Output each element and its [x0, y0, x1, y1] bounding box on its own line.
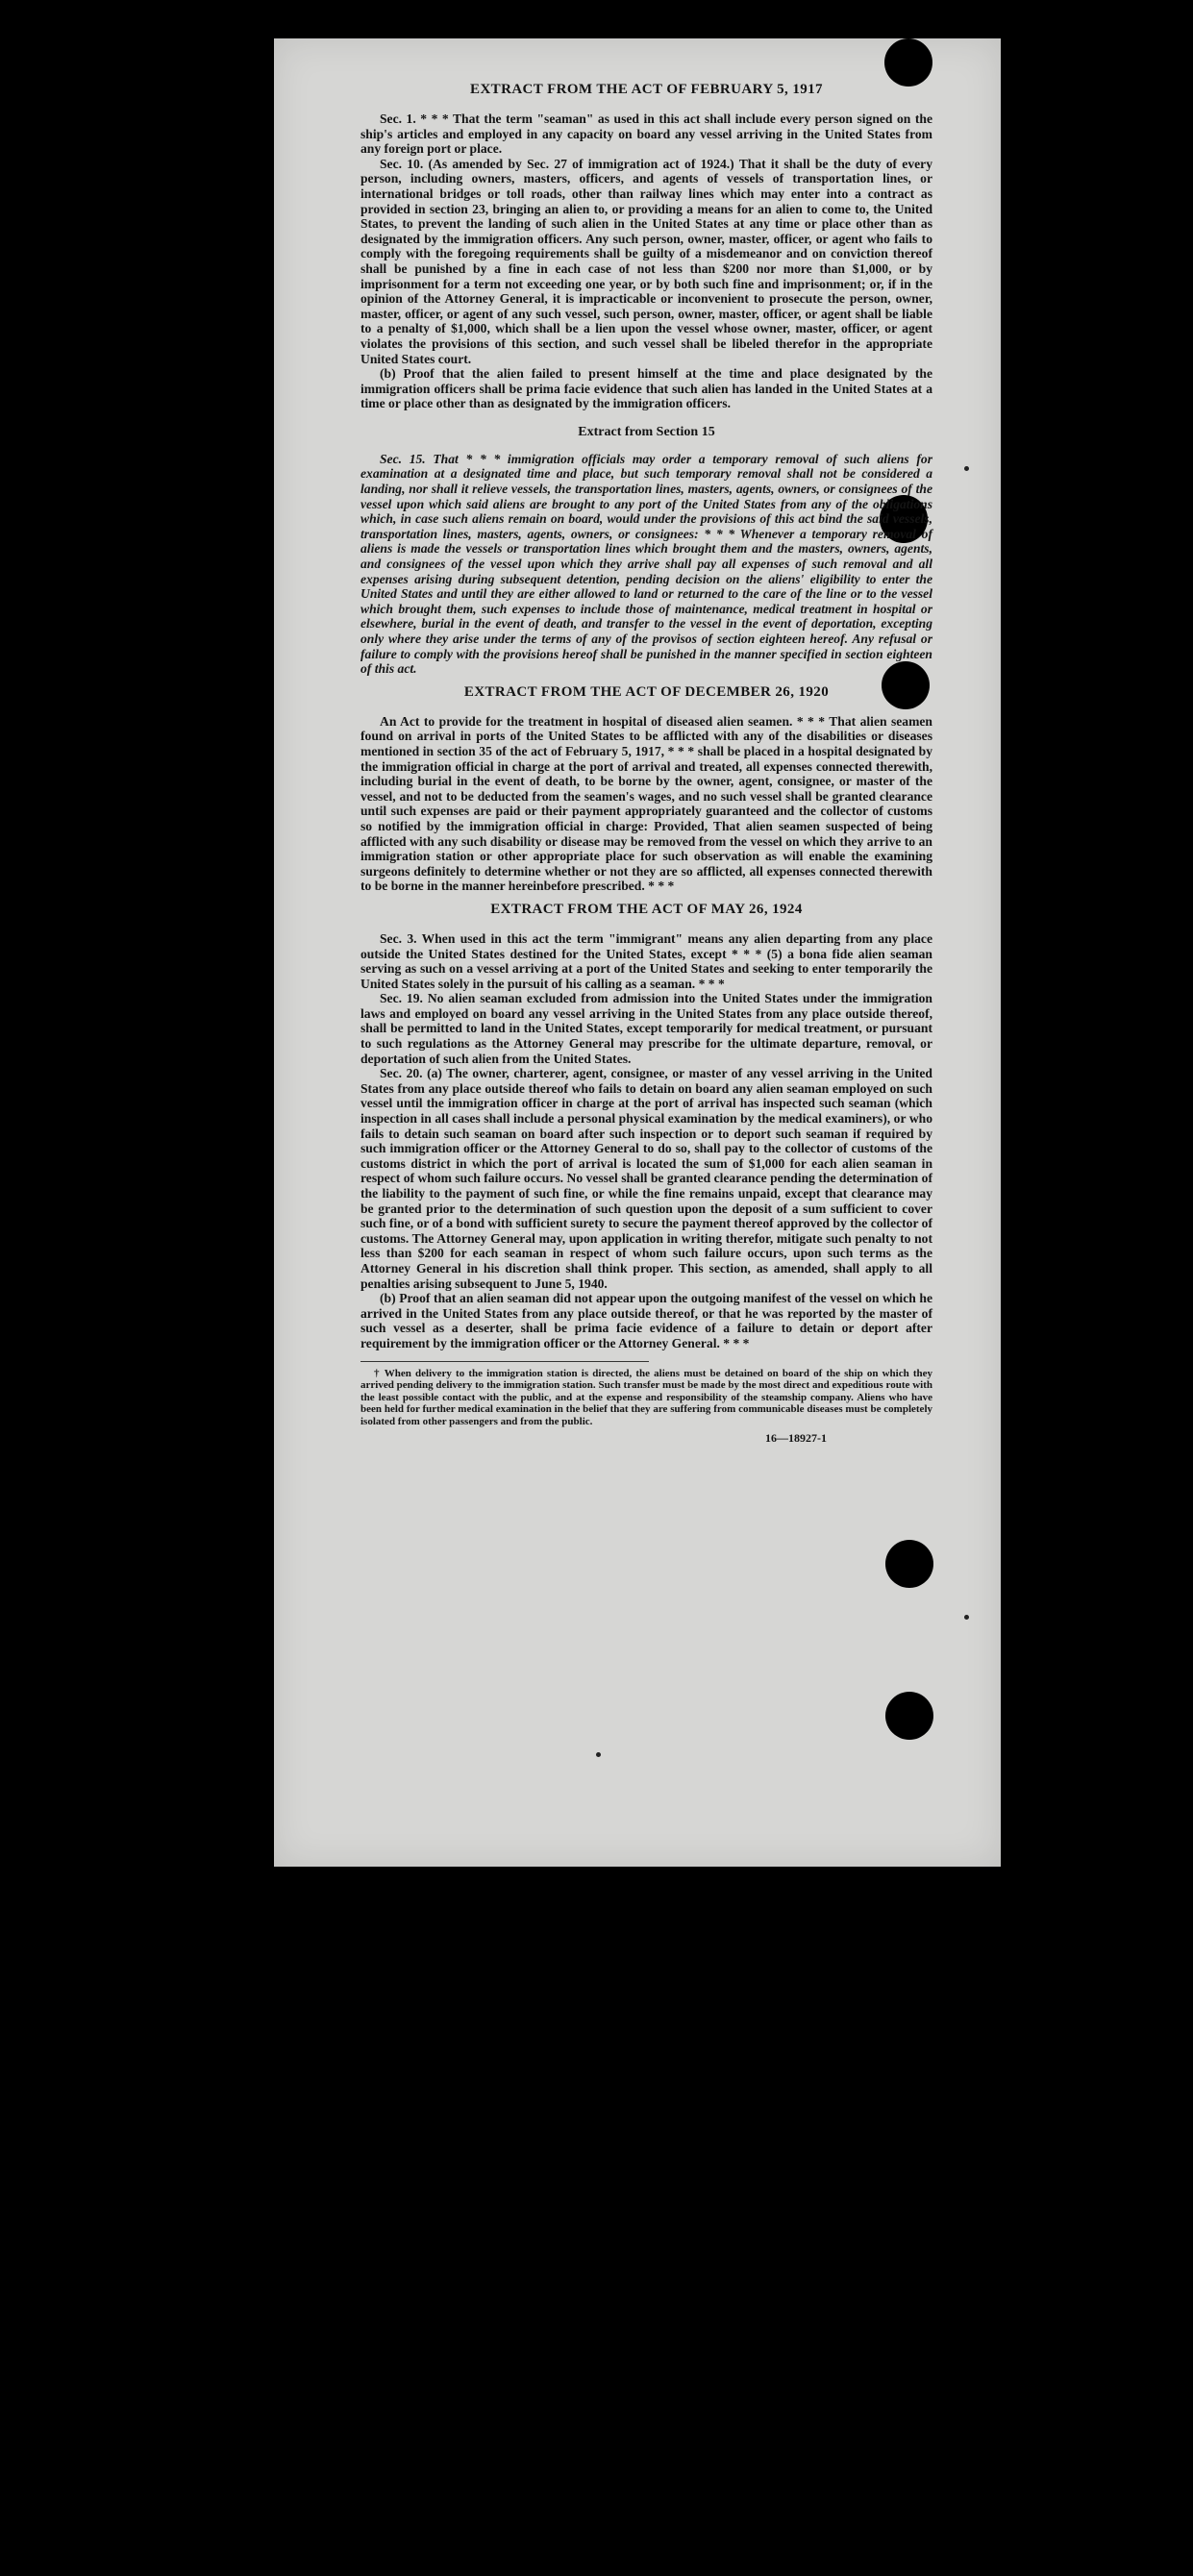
speck-mark [964, 466, 969, 471]
speck-mark [964, 1615, 969, 1620]
document-body [360, 82, 932, 1446]
form-number: 16—18927-1 [765, 1431, 827, 1446]
paragraph-1924-sec3: Sec. 3. When used in this act the term "immigrant" means any alien departing from any place outside the United States destined for the United States, except * * * (5) a bona fide alien seaman serving as such on a vessel arriving at a port of the United States and seeking to enter temporarily the United States solely in the pursuit of his calling as a seaman. * * * [360, 930, 932, 991]
paragraph-1920: An Act to provide for the treatment in hospital of diseased alien seamen. * * * That alien seamen found on arrival in ports of the United States to be afflicted with any of the disabilities or diseases mentioned in section 35 of the act of February 5, 1917, * * * shall be placed in a hospital designated by the immigration official in charge at the port of arrival and treated, all expenses connected therewith, including burial in the event of death, to be borne by the owner, agent, consignee, or master of the vessel, and not to be deducted from the seamen's wages, and no such vessel shall be granted clearance until such expenses are paid or their payment appropriately guaranteed and the collector of customs so notified by the immigration official in charge: Provided, That alien seamen suspected of being afflicted with any such disability or disease may be removed from the vessel on which they arrive to an immigration station or other appropriate place for such observation as will enable the examining surgeons definitely to determine whether or not they are so afflicted, all expenses connected therewith to be borne in the manner hereinbefore prescribed. * * * [360, 713, 932, 894]
footnote-divider [360, 1361, 649, 1362]
paragraph-1924-sec20a: Sec. 20. (a) The owner, charterer, agent, consignee, or master of any vessel arriving in the United States from any place outside thereof who fails to detain on board any alien seaman employed on such vessel until the immigration officer in charge at the port of arrival has inspected such seaman (which inspection in all cases shall include a personal physical examination by the medical examiners), or who fails to detain such seaman on board after such inspection or to deport such seaman if required by such immigration officer or the Attorney General to do so, shall pay to the collector of customs of the customs district in which the port of arrival is located the sum of $1,000 for each alien seaman in respect of whom such failure occurs. No vessel shall be granted clearance pending the determination of the liability to the payment of such fine, or while the fine remains unpaid, except that clearance may be granted prior to the determination of such question upon the deposit of a sum sufficient to cover such fine, or of a bond with sufficient surety to secure the payment thereof approved by the collector of customs. The Attorney General may, upon application in writing therefor, mitigate such penalty to not less than $200 for each seaman in respect of whom such failure occurs, upon such terms as the Attorney General in his discretion shall think proper. This section, as amended, shall apply to all penalties arising subsequent to June 5, 1940. [360, 1066, 932, 1291]
heading-act-1920: EXTRACT FROM THE ACT OF DECEMBER 26, 1920 [463, 683, 830, 700]
punch-hole [885, 1540, 933, 1588]
paragraph-1924-sec20b: (b) Proof that an alien seaman did not appear upon the outgoing manifest of the vessel on which he arrived in the United States from any place outside thereof, or that he was reported by the master of such vessel as a deserter, shall be prima facie evidence of a failure to detain or deport after requirement by the immigration officer or the Attorney General. * * * [360, 1291, 932, 1350]
paragraph-1917-sec10: Sec. 10. (As amended by Sec. 27 of immigration act of 1924.) That it shall be the duty of every person, including owners, masters, officers, and agents of vessels of transportation lines, or international bridges or toll roads, other than railway lines which may enter into a contract as provided in section 23, bringing an alien to, or providing a means for an alien to come to, the United States, to prevent the landing of such alien in the United States at any time or place other than as designated by the immigration officers. Any such person, owner, master, officer, or agent who fails to comply with the foregoing requirements shall be guilty of a misdemeanor and on conviction thereof shall be punished by a fine in each case of not less than $200 nor more than $1,000, or by imprisonment for a term not exceeding one year, or by both such fine and imprisonment; or, if in the opinion of the Attorney General, it is impracticable or inconvenient to prosecute the person, owner, master, officer, or agent of any such vessel, such person, owner, master, officer, or agent shall be liable to a penalty of $1,000, which shall be a lien upon the vessel whose owner, master, officer, or agent violates the provisions of this section, and such vessel shall be libeled therefor in the appropriate United States court. [360, 156, 932, 366]
paragraph-1917-sec10b: (b) Proof that the alien failed to present himself at the time and place designated by the immigration officers shall be prima facie evidence that such alien has landed in the United States at a time or place other than as designated by the immigration officers. [360, 366, 932, 411]
section-1924 [360, 931, 932, 1351]
section-1920 [360, 714, 932, 894]
heading-act-1924: EXTRACT FROM THE ACT OF MAY 26, 1924 [490, 901, 803, 917]
subheading-section-15: Extract from Section 15 [578, 424, 715, 439]
document-page [274, 38, 1001, 1867]
section-15 [360, 452, 932, 677]
punch-hole [884, 38, 932, 87]
section-1917 [360, 111, 932, 411]
heading-act-1917: EXTRACT FROM THE ACT OF FEBRUARY 5, 1917 [470, 82, 823, 97]
paragraph-sec15: Sec. 15. That * * * immigration officials may order a temporary removal of such aliens for examination at a designated time and place, but such temporary removal shall not be considered a landing, nor shall it relieve vessels, the transportation lines, masters, agents, owners, or consignees of the vessel upon which said aliens are brought to any port of the United States from any of the obligations which, in case such aliens remain on board, would under the provisions of this act bind the said vessels, transportation lines, masters, agents, owners, or consignees: * * * Whenever a temporary removal of aliens is made the vessels or transportation lines which brought them and the masters, owners, agents, and consignees of the vessel upon which they arrive shall pay all expenses of such removal and all expenses arising during subsequent detention, pending decision on the aliens' eligibility to enter the United States and until they are either allowed to land or returned to the care of the line or to the vessel which brought them, such expenses to include those of maintenance, medical treatment in hospital or elsewhere, burial in the event of death, and transfer to the vessel in the event of deportation, excepting only where they arise under the terms of any of the provisos of section eighteen hereof. Any refusal or failure to comply with the provisions hereof shall be punished in the manner specified in section eighteen of this act. [360, 451, 932, 677]
paragraph-1917-sec1: Sec. 1. * * * That the term "seaman" as used in this act shall include every person signed on the ship's articles and employed in any capacity on board any vessel arriving in the United States from any foreign port or place. [360, 111, 932, 157]
footnote: † When delivery to the immigration station is directed, the aliens must be detained on board of the ship on which they arrived pending delivery to the immigration station. Such transfer must be made by the most direct and expeditious route with the least possible contact with the public, and at the expense and responsibility of the steamship company. Aliens who have been held for further medical examination in the belief that they are suffering from communicable diseases must be completely isolated from other passengers and from the public. [360, 1367, 932, 1427]
punch-hole [885, 1692, 933, 1740]
speck-mark [596, 1752, 601, 1757]
paragraph-1924-sec19: Sec. 19. No alien seaman excluded from admission into the United States under the immigration laws and employed on board any vessel arriving in the United States from any place outside thereof, shall be permitted to land in the United States, except temporarily for medical treatment, or pursuant to such regulations as the Attorney General may prescribe for the ultimate departure, removal, or deportation of such alien from the United States. [360, 991, 932, 1066]
